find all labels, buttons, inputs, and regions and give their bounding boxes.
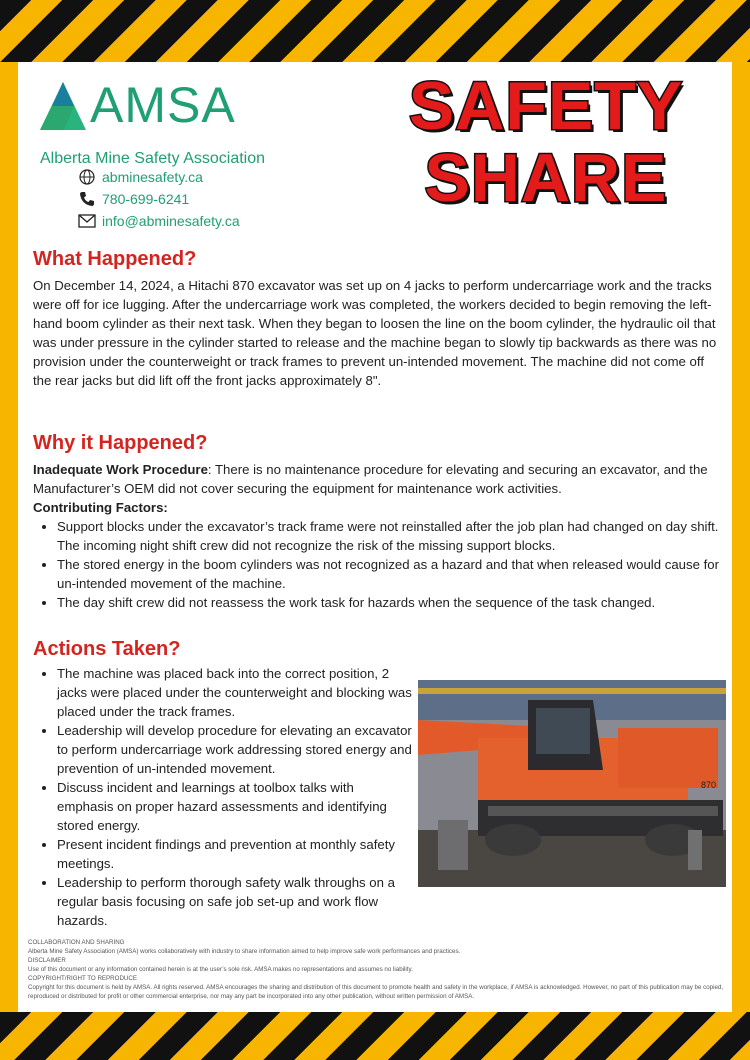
contributing-factors-label: Contributing Factors: (33, 500, 168, 515)
actions-taken-list (33, 664, 413, 930)
contributing-factors-list (33, 517, 719, 612)
procedure-text: : There is no maintenance procedure for elevating and securing an excavator, and the Manufacturer’s OEM did not cover securing the equipment for maintenance work activities. (33, 462, 708, 496)
amsa-logo (38, 76, 308, 166)
footer-line: DISCLAIMER (28, 957, 66, 964)
procedure-label: Inadequate Work Procedure (33, 462, 208, 477)
logo-wordmark: AMSA (90, 77, 236, 133)
envelope-icon (78, 212, 96, 230)
list-item: • Discuss incident and learnings at toolbox talks with emphasis on proper hazard assessments and identifying stored energy. (57, 778, 413, 835)
footer-line: COLLABORATION AND SHARING (28, 939, 125, 946)
contact-phone-text: 780-699-6241 (102, 191, 190, 207)
contact-phone[interactable] (78, 188, 240, 210)
globe-icon (78, 168, 96, 186)
contact-website[interactable] (78, 166, 240, 188)
footer-line: Use of this document or any information contained herein is at the user’s sole risk. AMSA makes no representations and assumes no liability. (28, 966, 413, 973)
footer-line: Alberta Mine Safety Association (AMSA) works collaboratively with industry to share information aimed to help improve safe work performances and practices. (28, 948, 461, 955)
hazard-stripe-top (0, 0, 750, 62)
safety-share-sheet (18, 62, 732, 1012)
what-happened-body: On December 14, 2024, a Hitachi 870 excavator was set up on 4 jacks to perform undercarriage work and the tracks were off for ice lugging. After the undercarriage work was completed, the workers decided to begin removing the left-hand boom cylinder as their next task. When they began to loosen the line on the boom cylinder, the hydraulic oil that was under pressure in the cylinder started to release and the machine began to slowly tip backwards as there was no provision under the counterweight or track frames to prevent un-intended movement. The machine did not come off the rear jacks but did lift off the front jacks approximately 8". (33, 278, 717, 388)
title-line-1: SAFETY (408, 68, 684, 144)
footer-disclaimer (28, 938, 728, 1001)
machine-number-label: 870 (701, 780, 717, 790)
contact-email-text: info@abminesafety.ca (102, 213, 240, 229)
hazard-stripe-bottom (0, 1012, 750, 1060)
phone-icon (78, 190, 96, 208)
list-item: • Leadership will develop procedure for elevating an excavator to perform undercarriage work addressing stored energy and prevention of un-intended movement. (57, 721, 413, 778)
list-item: • The day shift crew did not reassess the work task for hazards when the sequence of the task changed. (57, 593, 719, 612)
excavator-photo (418, 680, 726, 887)
logo-subtitle: Alberta Mine Safety Association (40, 150, 266, 167)
list-item: • Leadership to perform thorough safety walk throughs on a regular basis focusing on safe job set-up and work flow hazards. (57, 873, 413, 930)
footer-line: Copyright for this document is held by AMSA. All rights reserved. AMSA encourages the sharing and distribution of this document to promote health and safety in the workplace, if AMSA is acknowledged. However, no part of this publication may be copied, reproduced or distributed for profit or other commercial enterprise, nor may any part be incorporated into any other publication, without written permission of AMSA. (28, 984, 724, 1000)
safety-share-title (396, 70, 696, 214)
contact-email[interactable] (78, 210, 240, 232)
list-item: • Present incident findings and prevention at monthly safety meetings. (57, 835, 413, 873)
what-happened-heading: What Happened? (33, 248, 197, 270)
list-item: • The stored energy in the boom cylinders was not recognized as a hazard and that when released would cause for un-intended movement of the machine. (57, 555, 719, 593)
list-item: • The machine was placed back into the correct position, 2 jacks were placed under the counterweight and blocking was placed under the track frames. (57, 664, 413, 721)
footer-line: COPYRIGHT/RIGHT TO REPRODUCE (28, 975, 137, 982)
why-happened-heading: Why it Happened? (33, 432, 208, 454)
contact-website-text: abminesafety.ca (102, 169, 203, 185)
list-item: • Support blocks under the excavator’s track frame were not reinstalled after the job plan had changed on day shift. The incoming night shift crew did not recognize the risk of the missing support blocks. (57, 517, 719, 555)
amsa-triangle-icon (38, 80, 88, 132)
why-happened-procedure (33, 460, 719, 498)
actions-taken-heading: Actions Taken? (33, 638, 181, 660)
contact-list (78, 166, 240, 232)
title-line-2: SHARE (424, 140, 668, 216)
